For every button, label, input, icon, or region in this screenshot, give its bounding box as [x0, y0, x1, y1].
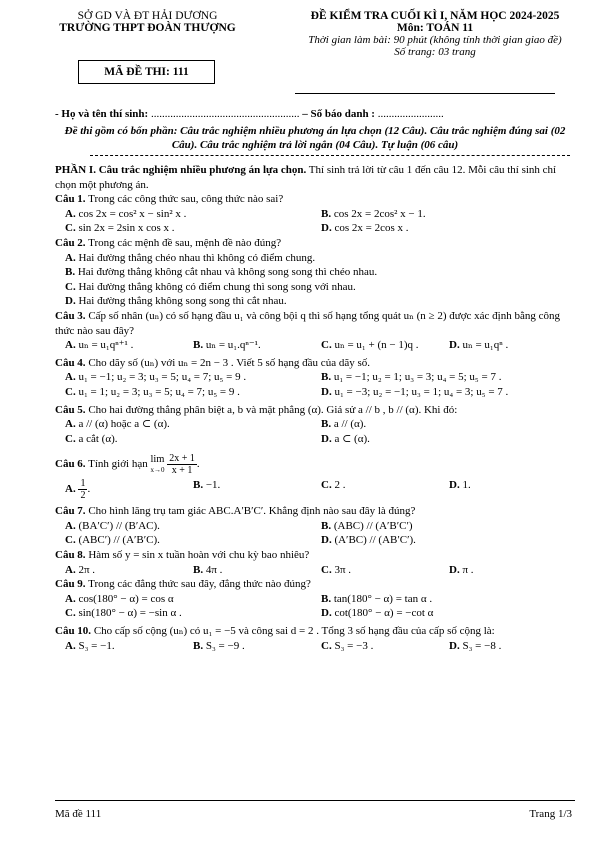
q1-d-text: cos 2x = 2cos x . — [334, 222, 409, 235]
q4-a-text: u₁ = −1; u₂ = 3; u₃ = 5; u₄ = 7; u₅ = 9 . — [78, 371, 247, 384]
q9-d-text: cot(180° − α) = −cot α — [334, 607, 434, 620]
dept-name: SỞ GD VÀ ĐT HẢI DƯƠNG — [77, 10, 218, 22]
q2-option-a: A. Hai đường thẳng chéo nhau thì không có điểm chung. — [65, 251, 316, 264]
part1-heading — [55, 163, 577, 192]
q10-option-d: D. S₃ = −8 . — [449, 639, 502, 652]
q6-a-num: 1 — [80, 478, 86, 490]
part1-title: PHẦN I. Câu trắc nghiệm nhiều phương án lựa chọn. — [55, 164, 307, 176]
q6-lim-word: lim — [150, 453, 165, 465]
q9-options — [55, 592, 577, 607]
q2-option-d: D. Hai đường thẳng không song song thì cắt nhau. — [65, 295, 287, 308]
q5-option-a: A. a // (α) hoặc a ⊂ (α). — [65, 418, 170, 431]
q3-options — [55, 338, 577, 353]
q9-option-c: C. sin(180° − α) = −sin α . — [65, 607, 182, 620]
q10-d-text: S₃ = −8 . — [462, 639, 502, 652]
q1-b-text: cos 2x = 2cos² x − 1. — [333, 207, 426, 220]
q4-option-a: A. u₁ = −1; u₂ = 3; u₃ = 5; u₄ = 7; u₅ = 9 . — [65, 371, 247, 384]
q6-a-den: 2 — [80, 490, 86, 502]
q4-c-text: u₁ = 1; u₂ = 3; u₃ = 5; u₄ = 7; u₅ = 9 . — [78, 385, 240, 398]
q7-option-b: B. (ABC) // (A′B′C′) — [321, 519, 413, 532]
q7-option-c: C. (ABC′) // (A′B′C). — [65, 534, 160, 547]
q10-option-a: A. S₃ = −1. — [65, 639, 115, 652]
exam-title: ĐỀ KIỂM TRA CUỐI KÌ I, NĂM HỌC 2024-2025 — [310, 10, 560, 22]
q2-d-text: Hai đường thẳng không song song thì cắt nhau. — [78, 295, 287, 308]
q10-b-text: S₃ = −9 . — [205, 639, 245, 652]
exam-code-box: MÃ ĐỀ THI: 111 — [78, 60, 215, 84]
header-rule — [295, 93, 555, 94]
q8-b-text: 4π . — [205, 563, 223, 576]
q1-option-a: A. cos 2x = cos² x − sin² x . — [65, 207, 187, 220]
q1-option-c: C. sin 2x = 2sin x cos x . — [65, 222, 175, 235]
q8-option-a: A. 2π . — [65, 563, 96, 576]
q7-d-text: (A′BC) // (AB′C′). — [334, 534, 416, 547]
q10-c-text: S₃ = −3 . — [334, 639, 374, 652]
q7-a-text: (BA′C′) // (B′AC). — [78, 519, 160, 532]
q6-denominator: x + 1 — [171, 465, 193, 477]
school-name: TRƯỜNG THPT ĐOÀN THƯỢNG — [59, 22, 236, 34]
q9-c-text: sin(180° − α) = −sin α . — [78, 607, 182, 620]
q6-fraction — [167, 453, 197, 476]
q10-label: Câu 10. — [55, 625, 92, 638]
q10-options — [55, 639, 577, 654]
q8-text: Hàm số y = sin x tuần hoàn với chu kỳ bao nhiêu? — [85, 549, 310, 562]
q7-option-d: D. (A′BC) // (AB′C′). — [321, 534, 416, 547]
q3-option-b: B. uₙ = u₁.qⁿ⁻¹. — [193, 339, 261, 352]
q2-b-text: Hai đường thẳng không cắt nhau và không song song thì chéo nhau. — [77, 266, 378, 279]
question-4 — [55, 356, 577, 371]
q3-option-a: A. uₙ = u₁qⁿ⁺¹ . — [65, 339, 134, 352]
q6-options — [55, 478, 577, 501]
question-6: Câu 6. Tính giới hạn lim x→0 $\frac{2x + 1}{x + 1}$ . — [55, 453, 200, 477]
q9-text: Trong các đẳng thức sau đây, đẳng thức nào đúng? — [85, 578, 311, 591]
q4-option-b: B. u₁ = −1; u₂ = 1; u₃ = 3; u₄ = 5; u₅ = 7 . — [321, 371, 502, 384]
q5-label: Câu 5. — [55, 403, 86, 416]
q10-option-c: C. S₃ = −3 . — [321, 639, 374, 652]
q6-label: Câu 6. — [55, 458, 86, 471]
q6-option-a: A. $\frac{1}{2}$ . — [65, 478, 91, 502]
q6-d-text: 1. — [462, 479, 471, 492]
name-label: - Họ và tên thí sinh: — [55, 108, 151, 120]
q2-a-text: Hai đường thẳng chéo nhau thì không có điểm chung. — [78, 251, 316, 264]
q4-option-d: D. u₁ = −3; u₂ = −1; u₃ = 1; u₄ = 3; u₅ = 7 . — [321, 385, 509, 398]
question-7 — [55, 504, 577, 519]
q4-options-2 — [55, 385, 577, 400]
exam-structure-note: Đề thi gồm có bốn phần: Câu trắc nghiệm nhiều phương án lựa chọn (12 Câu). Câu trắc nghiệm đúng sai (02 Câu). Câu trắc nghiệm trả lời ngắn (04 Câu). Tự luận (06 câu) — [64, 125, 566, 151]
q5-options-2 — [55, 432, 577, 447]
exam-content — [55, 163, 577, 653]
footer-exam-code: Mã đề 111 — [55, 808, 102, 820]
q8-option-b: B. 4π . — [193, 563, 223, 576]
q7-options — [55, 519, 577, 534]
dashed-divider — [90, 155, 570, 156]
q6-option-d: D. 1. — [449, 479, 471, 492]
q3-label: Câu 3. — [55, 309, 86, 322]
q6-option-c: C. 2 . — [321, 479, 346, 492]
q5-text: Cho hai đường thẳng phân biệt a, b và mặt phẳng (α). Giả sử a // b , b // (α). Khi đó: — [85, 403, 458, 416]
q2-label: Câu 2. — [55, 236, 86, 249]
q1-label: Câu 1. — [55, 193, 86, 206]
question-10 — [55, 624, 577, 639]
q1-options — [55, 207, 577, 222]
q5-option-c: C. a cắt (α). — [65, 432, 118, 445]
q9-label: Câu 9. — [55, 578, 86, 591]
q8-options — [55, 563, 577, 578]
q8-label: Câu 8. — [55, 549, 86, 562]
q6-option-b: B. −1. — [193, 479, 221, 492]
q6-numerator: 2x + 1 — [169, 453, 195, 465]
q1-text: Trong các công thức sau, công thức nào sai? — [85, 193, 284, 206]
q10-a-text: S₃ = −1. — [78, 639, 115, 652]
q4-text: Cho dãy số (uₙ) với uₙ = 2n − 3 . Viết 5 số hạng đầu của dãy số. — [85, 356, 370, 369]
exam-subject: Môn: TOÁN 11 — [396, 22, 474, 34]
q5-d-text: a ⊂ (α). — [334, 432, 370, 445]
q4-options — [55, 370, 577, 385]
q3-option-d: D. uₙ = u₁qⁿ . — [449, 339, 509, 352]
exam-pages: Số trang: 03 trang — [394, 46, 476, 58]
q6-limit — [150, 455, 164, 475]
q3-option-c: C. uₙ = u₁ + (n − 1)q . — [321, 339, 419, 352]
q5-c-text: a cắt (α). — [78, 432, 118, 445]
q5-b-text: a // (α). — [333, 418, 367, 431]
q4-option-c: C. u₁ = 1; u₂ = 3; u₃ = 5; u₄ = 7; u₅ = 9 . — [65, 385, 240, 398]
q6-c-text: 2 . — [334, 479, 346, 492]
q7-c-text: (ABC′) // (A′B′C). — [78, 534, 160, 547]
q5-options — [55, 417, 577, 432]
q8-option-c: C. 3π . — [321, 563, 352, 576]
q2-option-b: B. Hai đường thẳng không cắt nhau và không song song thì chéo nhau. — [65, 266, 378, 279]
footer-page-number: Trang 1/3 — [529, 808, 572, 820]
q7-b-text: (ABC) // (A′B′C′) — [333, 519, 413, 532]
q9-b-text: tan(180° − α) = tan α . — [333, 592, 433, 605]
q9-a-text: cos(180° − α) = cos α — [78, 592, 174, 605]
footer-rule — [55, 800, 575, 801]
q8-c-text: 3π . — [334, 563, 352, 576]
q1-a-text: cos 2x = cos² x − sin² x . — [78, 207, 187, 220]
q7-options-2 — [55, 533, 577, 548]
q9-option-a: A. cos(180° − α) = cos α — [65, 592, 174, 605]
question-2 — [55, 236, 577, 251]
q7-option-a: A. (BA′C′) // (B′AC). — [65, 519, 160, 532]
question-3 — [55, 309, 577, 338]
q3-c-text: uₙ = u₁ + (n − 1)q . — [334, 339, 419, 352]
q2-option-c: C. Hai đường thẳng không có điểm chung thì song song với nhau. — [65, 280, 356, 293]
q4-label: Câu 4. — [55, 356, 86, 369]
q9-options-2 — [55, 606, 577, 621]
q5-option-d: D. a ⊂ (α). — [321, 432, 370, 445]
q8-d-text: π . — [462, 563, 474, 576]
q8-a-text: 2π . — [78, 563, 96, 576]
part1-instruction: Thí sinh trả lời từ câu 1 đến câu 12. Mỗi câu thí sinh chỉ chọn một phương án. — [55, 164, 557, 191]
q7-label: Câu 7. — [55, 505, 86, 518]
q2-text: Trong các mệnh đề sau, mệnh đề nào đúng? — [85, 236, 282, 249]
q4-b-text: u₁ = −1; u₂ = 1; u₃ = 3; u₄ = 5; u₅ = 7 . — [333, 371, 502, 384]
q6-lim-sub: x→0 — [150, 465, 165, 474]
q10-text: Cho cấp số cộng (uₙ) có u₁ = −5 và công sai d = 2 . Tổng 3 số hạng đầu của cấp số cộng là: — [91, 625, 495, 638]
q6-b-text: −1. — [205, 479, 221, 492]
question-5 — [55, 403, 577, 418]
q6-text: Tính giới hạn — [85, 458, 151, 471]
q3-d-text: uₙ = u₁qⁿ . — [462, 339, 509, 352]
q9-option-b: B. tan(180° − α) = tan α . — [321, 592, 433, 605]
q3-b-text: uₙ = u₁.qⁿ⁻¹. — [205, 339, 261, 352]
q8-option-d: D. π . — [449, 563, 474, 576]
q3-text: Cấp số nhân (uₙ) có số hạng đầu u₁ và công bội q thì số hạng tổng quát uₙ (n ≥ 2) được xác định bằng công thức nào sau đây? — [55, 309, 561, 337]
sbd-dots: ........................ — [377, 108, 444, 120]
q5-option-b: B. a // (α). — [321, 418, 367, 431]
name-dots: ...................................................... — [150, 108, 300, 120]
q1-option-d: D. cos 2x = 2cos x . — [321, 222, 409, 235]
q1-options-2 — [55, 221, 577, 236]
q4-d-text: u₁ = −3; u₂ = −1; u₃ = 1; u₄ = 3; u₅ = 7 . — [334, 385, 509, 398]
question-1 — [55, 192, 577, 207]
sbd-label: – Số báo danh : — [299, 108, 378, 120]
q3-a-text: uₙ = u₁qⁿ⁺¹ . — [78, 339, 134, 352]
header-right — [290, 10, 580, 58]
question-8 — [55, 548, 577, 563]
question-9 — [55, 577, 577, 592]
q1-c-text: sin 2x = 2sin x cos x . — [78, 222, 175, 235]
q2-c-text: Hai đường thẳng không có điểm chung thì song song với nhau. — [78, 280, 356, 293]
q1-option-b: B. cos 2x = 2cos² x − 1. — [321, 207, 426, 220]
q7-text: Cho hình lăng trụ tam giác ABC.A′B′C′. Khẳng định nào sau đây là đúng? — [85, 505, 416, 518]
header-left — [40, 10, 255, 34]
q10-option-b: B. S₃ = −9 . — [193, 639, 245, 652]
candidate-line — [55, 108, 444, 120]
q6-a-fraction — [78, 478, 87, 501]
exam-time: Thời gian làm bài: 90 phút (không tính thời gian giao đề) — [308, 34, 562, 46]
q9-option-d: D. cot(180° − α) = −cot α — [321, 607, 434, 620]
q5-a-text: a // (α) hoặc a ⊂ (α). — [78, 418, 170, 431]
